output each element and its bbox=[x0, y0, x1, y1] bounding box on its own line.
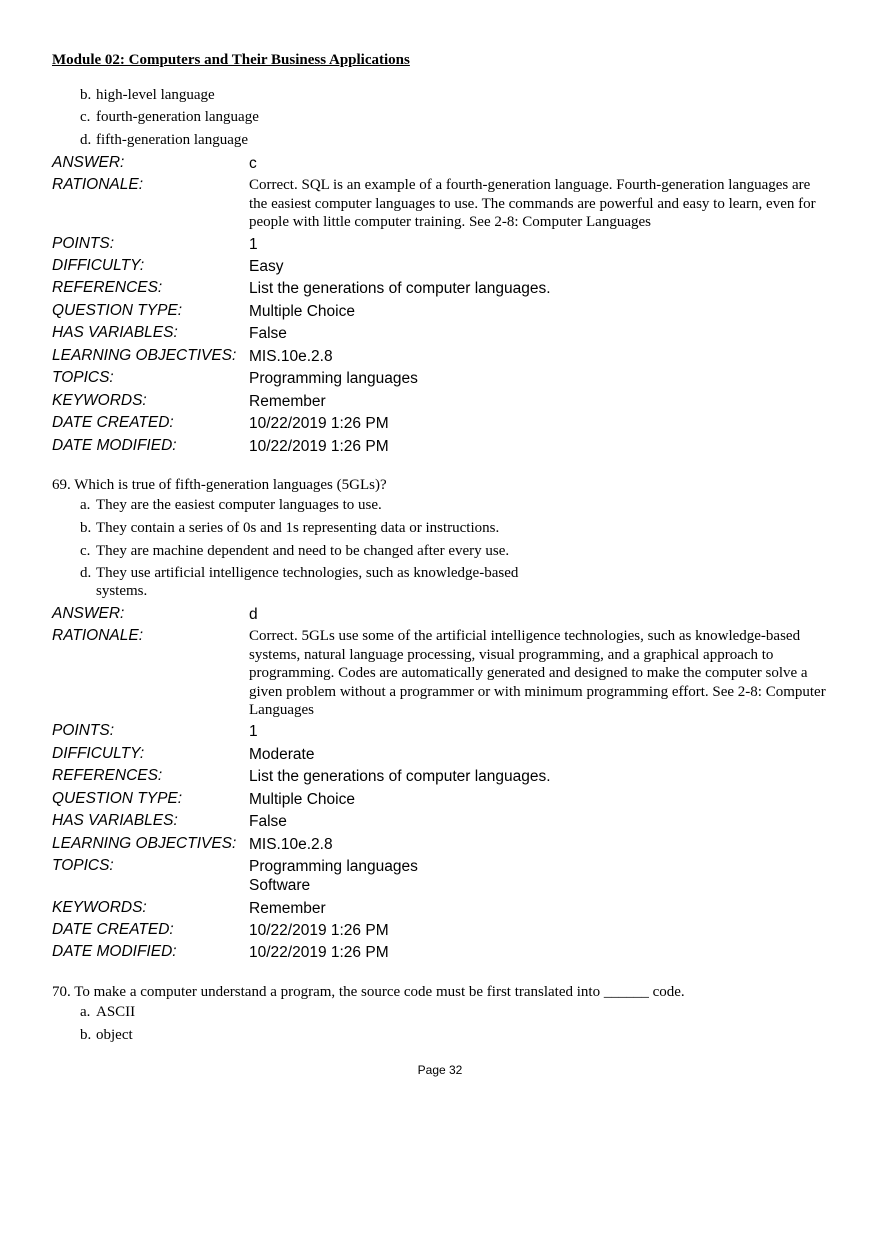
option-letter: d. bbox=[80, 132, 92, 148]
date-modified-value: 10/22/2019 1:26 PM bbox=[249, 438, 389, 455]
rationale-text: Correct. SQL is an example of a fourth-generation language. Fourth-generation languages are the easiest computer languages to use. The commands are powerful and easy to learn, even for people with little computer training. See 2-8: Computer Languages bbox=[249, 177, 816, 230]
option-text: They contain a series of 0s and 1s representing data or instructions. bbox=[96, 520, 500, 536]
difficulty-value: Easy bbox=[249, 258, 284, 275]
points-label: POINTS: bbox=[52, 722, 115, 739]
topic-item: Software bbox=[249, 877, 311, 894]
date-modified-value: 10/22/2019 1:26 PM bbox=[249, 944, 389, 961]
learning-objectives-value: MIS.10e.2.8 bbox=[249, 348, 333, 365]
topics-label: TOPICS: bbox=[52, 369, 114, 386]
option-text: They use artificial intelligence technologies, such as knowledge-based systems. bbox=[96, 565, 519, 599]
q70-option-b bbox=[80, 1026, 133, 1044]
option-letter: c. bbox=[80, 543, 91, 559]
date-modified-label: DATE MODIFIED: bbox=[52, 943, 177, 960]
q69-option-a bbox=[80, 496, 382, 514]
option-letter: c. bbox=[80, 109, 91, 125]
references-label: REFERENCES: bbox=[52, 767, 163, 784]
option-letter: b. bbox=[80, 87, 92, 103]
difficulty-value: Moderate bbox=[249, 746, 315, 763]
rationale-label: RATIONALE: bbox=[52, 176, 144, 193]
option-text: They are machine dependent and need to be changed after every use. bbox=[96, 543, 510, 559]
question-type-label: QUESTION TYPE: bbox=[52, 790, 183, 807]
option-letter: a. bbox=[80, 497, 91, 513]
date-created-label: DATE CREATED: bbox=[52, 921, 174, 938]
points-value: 1 bbox=[249, 236, 258, 253]
page-number: Page 32 bbox=[417, 1063, 463, 1077]
q68-option-b bbox=[80, 86, 215, 104]
rationale-label: RATIONALE: bbox=[52, 627, 144, 644]
option-text: high-level language bbox=[96, 87, 215, 103]
question-type-label: QUESTION TYPE: bbox=[52, 302, 183, 319]
question-type-value: Multiple Choice bbox=[249, 303, 355, 320]
difficulty-label: DIFFICULTY: bbox=[52, 745, 145, 762]
answer-label: ANSWER: bbox=[52, 154, 125, 171]
date-modified-label: DATE MODIFIED: bbox=[52, 437, 177, 454]
has-variables-value: False bbox=[249, 325, 287, 342]
q68-option-d bbox=[80, 131, 248, 149]
question-69: 69. Which is true of fifth-generation languages (5GLs)? bbox=[52, 477, 387, 493]
option-text: fourth-generation language bbox=[96, 109, 259, 125]
answer-value: c bbox=[249, 155, 257, 172]
option-letter: a. bbox=[80, 1004, 91, 1020]
keywords-label: KEYWORDS: bbox=[52, 899, 147, 916]
learning-objectives-label: LEARNING OBJECTIVES: bbox=[52, 347, 237, 364]
has-variables-label: HAS VARIABLES: bbox=[52, 812, 178, 829]
topics-list bbox=[249, 857, 418, 895]
q69-option-b bbox=[80, 519, 499, 537]
q68-option-c bbox=[80, 108, 259, 126]
keywords-value: Remember bbox=[249, 900, 326, 917]
question-70: 70. To make a computer understand a program, the source code must be first translated into ______ code. bbox=[52, 984, 685, 1000]
keywords-label: KEYWORDS: bbox=[52, 392, 147, 409]
option-letter: b. bbox=[80, 520, 92, 536]
option-text: They are the easiest computer languages to use. bbox=[96, 497, 382, 513]
answer-value: d bbox=[249, 606, 258, 623]
option-text: fifth-generation language bbox=[96, 132, 249, 148]
keywords-value: Remember bbox=[249, 393, 326, 410]
references-value: List the generations of computer languages. bbox=[249, 768, 551, 785]
module-title: Module 02: Computers and Their Business Applications bbox=[52, 52, 410, 68]
option-text: ASCII bbox=[96, 1004, 136, 1020]
date-created-value: 10/22/2019 1:26 PM bbox=[249, 922, 389, 939]
topic-item: Programming languages bbox=[249, 858, 418, 875]
points-value: 1 bbox=[249, 723, 258, 740]
learning-objectives-label: LEARNING OBJECTIVES: bbox=[52, 835, 237, 852]
has-variables-label: HAS VARIABLES: bbox=[52, 324, 178, 341]
option-text: object bbox=[96, 1027, 133, 1043]
date-created-label: DATE CREATED: bbox=[52, 414, 174, 431]
answer-label: ANSWER: bbox=[52, 605, 125, 622]
difficulty-label: DIFFICULTY: bbox=[52, 257, 145, 274]
option-letter: b. bbox=[80, 1027, 92, 1043]
q69-option-d bbox=[80, 564, 556, 600]
references-label: REFERENCES: bbox=[52, 279, 163, 296]
q69-option-c bbox=[80, 542, 509, 560]
option-letter: d. bbox=[80, 565, 92, 581]
topics-label: TOPICS: bbox=[52, 857, 114, 874]
q70-option-a bbox=[80, 1003, 135, 1021]
rationale-text: Correct. 5GLs use some of the artificial intelligence technologies, such as knowledge-based systems, natural language processing, visual programming, and a graphical approach to programming. Codes are automatically generated and designed to make the computer solve a given problem without a programmer or with minimum programming effort. See 2-8: Computer Languages bbox=[249, 628, 826, 718]
date-created-value: 10/22/2019 1:26 PM bbox=[249, 415, 389, 432]
references-value: List the generations of computer languages. bbox=[249, 280, 551, 297]
has-variables-value: False bbox=[249, 813, 287, 830]
learning-objectives-value: MIS.10e.2.8 bbox=[249, 836, 333, 853]
points-label: POINTS: bbox=[52, 235, 115, 252]
topics-value: Programming languages bbox=[249, 370, 418, 387]
question-type-value: Multiple Choice bbox=[249, 791, 355, 808]
